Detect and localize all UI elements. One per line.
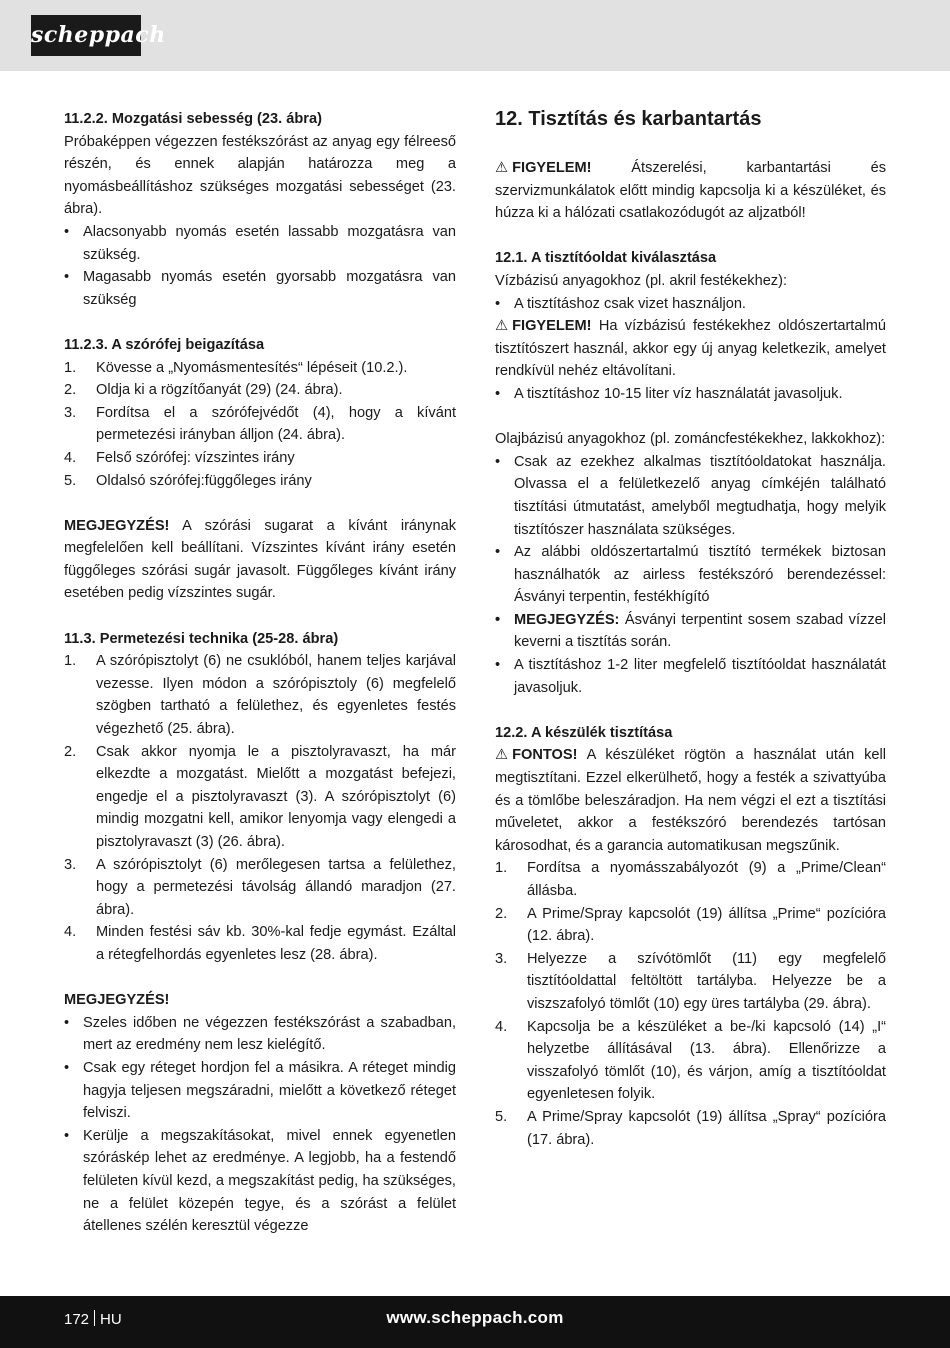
section-heading-11-3: 11.3. Permetezési technika (25-28. ábra) xyxy=(64,630,339,647)
list-item: 4. Minden festési sáv kb. 30%-kal fedje egymást. Ezáltal a rétegfelhordás egyenletes lesz (28. ábra). xyxy=(64,924,456,963)
bullet-list xyxy=(64,1012,456,1238)
list-item: 4. Felső szórófej: vízszintes irány xyxy=(64,449,295,466)
list-item: 2. A Prime/Spray kapcsolót (19) állítsa „Prime“ pozícióra (12. ábra). xyxy=(495,905,886,945)
list-item: • Kerülje a megszakításokat, mivel ennek egyenetlen szóráskép lehet az eredménye. A legjobb, ha a festendő felületen kívül kezd, a megszakítást pedig, ha szükséges, ne a felület közepén tegye, és a szórást a felület átellenes szélén keresztül végezze xyxy=(64,1127,456,1235)
section-title-12: 12. Tisztítás és karbantartás xyxy=(495,108,762,130)
warning-icon: ⚠ xyxy=(495,318,509,335)
website-link[interactable]: www.scheppach.com xyxy=(386,1308,564,1327)
paragraph: Olajbázisú anyagokhoz (pl. zománcfestékekhez, lakkokhoz): xyxy=(495,431,886,448)
numbered-list xyxy=(64,650,456,966)
list-item: • Csak az ezekhez alkalmas tisztítóoldatokat használja. Olvassa el a felületkezelő anyag címkéjén található tisztítási útmutatást, amelyből megtudhatja, hogy melyik tisztítószer használata szükséges. xyxy=(495,453,886,538)
note-label: MEGJEGYZÉS! xyxy=(64,517,170,534)
numbered-list xyxy=(64,357,456,493)
list-item: • A tisztításhoz 10-15 liter víz használatát javasoljuk. xyxy=(495,385,843,402)
page-number: 172 HU xyxy=(64,1311,122,1328)
bullet-list xyxy=(64,221,456,311)
section-heading-12-1: 12.1. A tisztítóoldat kiválasztása xyxy=(495,250,717,267)
list-item: • Az alábbi oldószertartalmú tisztító termékek biztosan használhatók az airless festékszóró berendezéssel: Ásványi terpentin, festékhígító xyxy=(495,544,886,606)
list-item: 3. A szórópisztolyt (6) merőlegesen tartsa a felülethez, hogy a permetezési távolság állandó maradjon (27. ábra). xyxy=(64,856,456,918)
list-item: • MEGJEGYZÉS: Ásványi terpentint sosem szabad vízzel keverni a tisztítás során. xyxy=(495,611,886,651)
warning-paragraph: ⚠ FIGYELEM! Ha vízbázisú festékekhez oldószertartalmú tisztítószert használ, akkor egy új anyag keletkezik, amelyet rendkívül nehéz eltávolítani. xyxy=(495,315,886,383)
list-item: • Magasabb nyomás esetén gyorsabb mozgatásra van szükség xyxy=(64,269,456,308)
section-heading-11-2-2: 11.2.2. Mozgatási sebesség (23. ábra) xyxy=(64,111,322,127)
list-item: 3. Fordítsa el a szórófejvédőt (4), hogy a kívánt permetezési irányban álljon (24. ábra). xyxy=(64,404,456,444)
language-code: HU xyxy=(100,1311,122,1328)
list-item: 1. A szórópisztolyt (6) ne csuklóból, hanem teljes karjával vezesse. Ilyen módon a szórópisztoly (6) megfelelő szögben tartható a felülethez, és egyenletes festés végezhető (25. ábra). xyxy=(64,653,456,738)
list-item: 1. Kövesse a „Nyomásmentesítés“ lépéseit (10.2.). xyxy=(64,359,408,376)
section-heading-12-2: 12.2. A készülék tisztítása xyxy=(495,724,673,741)
important-label: FONTOS! xyxy=(512,747,578,764)
note-heading: MEGJEGYZÉS! xyxy=(64,992,170,1009)
list-item: • A tisztításhoz 1-2 liter megfelelő tisztítóoldat használatát javasoljuk. xyxy=(495,657,886,696)
list-item: 3. Helyezze a szívótömlőt (11) egy megfelelő tisztítóoldattal feltöltött tartályba. Helyezze be a viszszafolyó tömlőt (10) egy üres tartályba (29. ábra). xyxy=(495,950,886,1012)
warning-paragraph: ⚠ FIGYELEM! Átszerelési, karbantartási és szervizmunkálatok előtt mindig kapcsolja ki a készüléket, és húzza ki a hálózati csatlakozódugót az aljzatból! xyxy=(495,157,886,225)
warning-label: FIGYELEM! xyxy=(512,160,592,176)
list-item: 4. Kapcsolja be a készüléket a be-/ki kapcsoló (14) „I“ helyzetbe állításával (13. ábra). Ellenőrizze a visszafolyó tömlőt (10), és várjon, amíg a tisztítóoldat egyenletesen folyik. xyxy=(495,1018,886,1103)
bullet-list xyxy=(495,451,886,700)
important-paragraph: ⚠ FONTOS! A készüléket rögtön a használat után kell megtisztítani. Ezzel elkerülhető, hogy a festék a szivattyúba és a tömlőbe beleszáradjon. Ha nem végzi el ezt a tisztítási műveletet, akkor a festékszóró berendezés tartósan károsodhat, és a garancia automatikusan megszűnik. xyxy=(495,744,886,857)
left-column xyxy=(64,108,456,1238)
warning-icon: ⚠ xyxy=(495,747,509,764)
list-item: 2. Csak akkor nyomja le a pisztolyravaszt, ha már elkezdte a mozgatást. Mielőtt a mozgatást befejezi, engedje el a pisztolyravaszt (3). A szórópisztolyt (6) mindig mozgatni kell, amikor lenyomja vagy elengedi a pisztolyravaszt (3) (26. ábra). xyxy=(64,743,456,850)
numbered-list xyxy=(495,857,886,1151)
header-bar xyxy=(0,0,950,71)
footer-bar xyxy=(0,1296,950,1348)
list-item: • Szeles időben ne végezzen festékszórást a szabadban, mert az eredmény nem lesz kielégítő. xyxy=(64,1014,456,1054)
list-item: 5. A Prime/Spray kapcsolót (19) állítsa „Spray“ pozícióra (17. ábra). xyxy=(495,1108,886,1148)
warning-label: FIGYELEM! xyxy=(512,318,592,335)
note-paragraph: MEGJEGYZÉS! A szórási sugarat a kívánt iránynak megfelelően kell beállítani. Vízszintes kívánt irány esetén függőleges szórási sugár javasolt. Függőleges kívánt irány esetében pedig vízszintes sugár. xyxy=(64,517,456,602)
list-item: 5. Oldalsó szórófej:függőleges irány xyxy=(64,472,312,489)
brand-logo: scheppach xyxy=(31,15,141,56)
list-item: • Alacsonyabb nyomás esetén lassabb mozgatásra van szükség. xyxy=(64,223,456,263)
bullet-list xyxy=(495,293,886,316)
section-heading-11-2-3: 11.2.3. A szórófej beigazítása xyxy=(64,336,265,353)
bullet-list xyxy=(495,383,886,406)
list-item: 1. Fordítsa a nyomásszabályozót (9) a „Prime/Clean“ állásba. xyxy=(495,860,886,899)
list-item: 2. Oldja ki a rögzítőanyát (29) (24. ábra). xyxy=(64,382,343,399)
warning-icon: ⚠ xyxy=(495,160,509,176)
paragraph: Vízbázisú anyagokhoz (pl. akril festékekhez): xyxy=(495,272,788,289)
list-item: • A tisztításhoz csak vizet használjon. xyxy=(495,295,746,312)
list-item: • Csak egy réteget hordjon fel a másikra. A réteget mindig hagyja teljesen megszáradni, mielőtt a következő réteget felviszi. xyxy=(64,1059,456,1122)
paragraph: Próbaképpen végezzen festékszórást az anyag egy félreeső részén, és ennek alapján határozza meg a nyomásbeállításhoz szükséges mozgatási sebességet (23. ábra). xyxy=(64,133,456,218)
right-column xyxy=(495,105,886,1151)
